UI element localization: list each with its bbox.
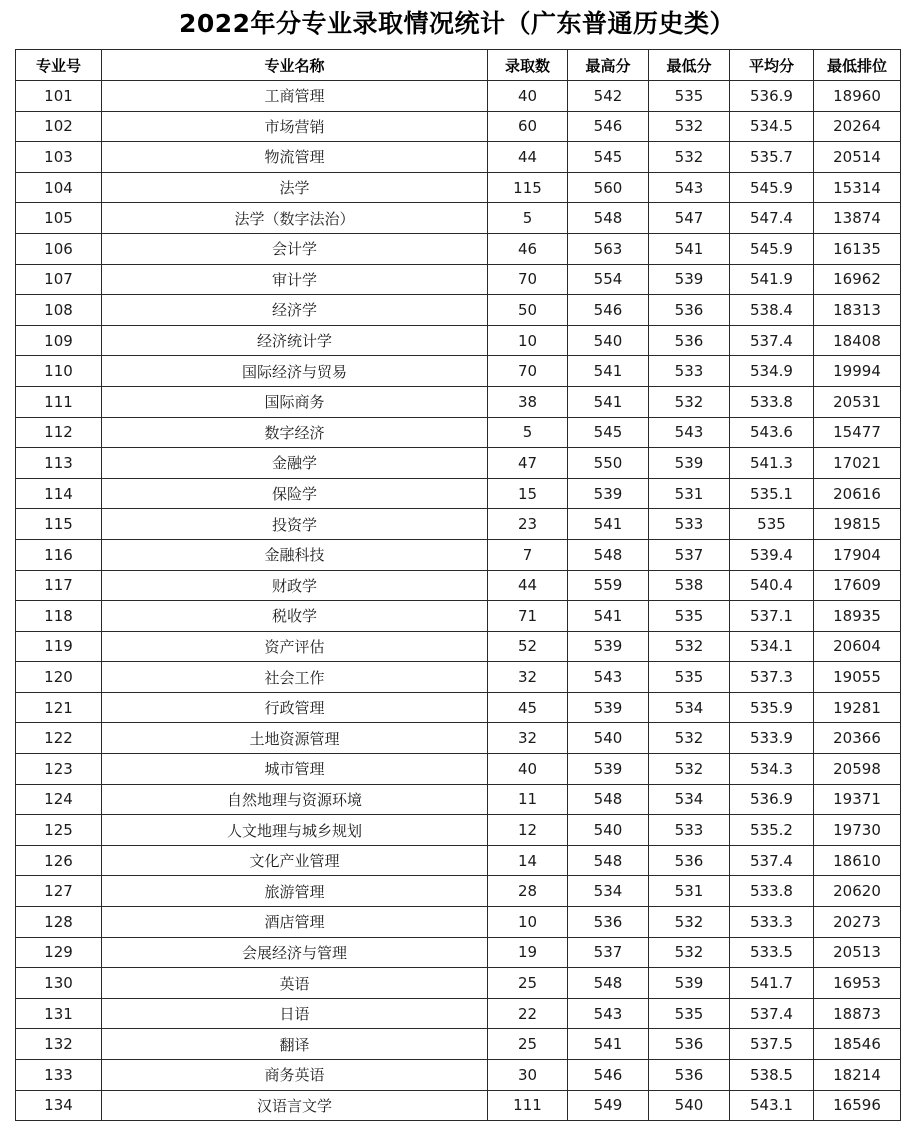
major-code-cell: 119 [16, 631, 102, 662]
major-name-cell: 英语 [102, 968, 488, 999]
min-rank-cell: 19994 [814, 356, 901, 387]
major-name-cell: 资产评估 [102, 631, 488, 662]
max-score-cell: 541 [568, 356, 649, 387]
avg-score-cell: 541.9 [730, 264, 814, 295]
avg-score-cell: 537.4 [730, 845, 814, 876]
table-row [16, 539, 901, 570]
major-name-cell: 自然地理与资源环境 [102, 784, 488, 815]
major-name-cell: 经济学 [102, 295, 488, 326]
major-name-cell: 日语 [102, 998, 488, 1029]
max-score-cell: 542 [568, 81, 649, 112]
admitted-count-cell: 30 [488, 1060, 568, 1091]
min-score-cell: 535 [649, 601, 730, 632]
admitted-count-cell: 22 [488, 998, 568, 1029]
avg-score-cell: 537.5 [730, 1029, 814, 1060]
major-name-cell: 城市管理 [102, 754, 488, 785]
table-row [16, 172, 901, 203]
table-body [16, 81, 901, 1121]
avg-score-cell: 535.9 [730, 692, 814, 723]
admitted-count-cell: 19 [488, 937, 568, 968]
min-score-cell: 540 [649, 1090, 730, 1121]
avg-score-cell: 543.1 [730, 1090, 814, 1121]
max-score-cell: 541 [568, 386, 649, 417]
min-rank-cell: 16962 [814, 264, 901, 295]
table-row [16, 815, 901, 846]
table-row [16, 631, 901, 662]
major-name-cell: 会展经济与管理 [102, 937, 488, 968]
major-code-cell: 132 [16, 1029, 102, 1060]
major-code-cell: 115 [16, 509, 102, 540]
major-code-cell: 118 [16, 601, 102, 632]
min-score-cell: 532 [649, 111, 730, 142]
min-rank-cell: 19055 [814, 662, 901, 693]
avg-score-cell: 533.8 [730, 876, 814, 907]
major-code-cell: 114 [16, 478, 102, 509]
admitted-count-cell: 5 [488, 203, 568, 234]
min-rank-cell: 18610 [814, 845, 901, 876]
major-name-cell: 财政学 [102, 570, 488, 601]
major-code-cell: 125 [16, 815, 102, 846]
min-rank-cell: 15477 [814, 417, 901, 448]
min-rank-cell: 19730 [814, 815, 901, 846]
admitted-count-cell: 115 [488, 172, 568, 203]
major-name-cell: 翻译 [102, 1029, 488, 1060]
min-rank-cell: 19281 [814, 692, 901, 723]
table-row [16, 203, 901, 234]
min-rank-cell: 20264 [814, 111, 901, 142]
admitted-count-cell: 32 [488, 723, 568, 754]
min-score-cell: 538 [649, 570, 730, 601]
major-code-cell: 108 [16, 295, 102, 326]
min-rank-cell: 19815 [814, 509, 901, 540]
min-score-cell: 532 [649, 937, 730, 968]
max-score-cell: 539 [568, 692, 649, 723]
max-score-cell: 554 [568, 264, 649, 295]
avg-score-cell: 535 [730, 509, 814, 540]
admitted-count-cell: 10 [488, 325, 568, 356]
admitted-count-cell: 7 [488, 539, 568, 570]
min-rank-cell: 18873 [814, 998, 901, 1029]
min-rank-cell: 20620 [814, 876, 901, 907]
min-score-cell: 536 [649, 1060, 730, 1091]
min-score-cell: 539 [649, 968, 730, 999]
table-header-row [16, 50, 901, 81]
min-score-cell: 531 [649, 478, 730, 509]
table-row [16, 662, 901, 693]
major-name-cell: 经济统计学 [102, 325, 488, 356]
major-name-cell: 市场营销 [102, 111, 488, 142]
admitted-count-cell: 71 [488, 601, 568, 632]
admitted-count-cell: 11 [488, 784, 568, 815]
table-row [16, 845, 901, 876]
major-name-cell: 旅游管理 [102, 876, 488, 907]
major-code-cell: 117 [16, 570, 102, 601]
avg-score-cell: 543.6 [730, 417, 814, 448]
min-score-cell: 543 [649, 172, 730, 203]
table-row [16, 142, 901, 173]
min-score-cell: 536 [649, 325, 730, 356]
table-row [16, 233, 901, 264]
min-score-cell: 531 [649, 876, 730, 907]
admission-stats-table [15, 49, 901, 1121]
major-code-cell: 110 [16, 356, 102, 387]
major-code-cell: 128 [16, 907, 102, 938]
major-name-cell: 保险学 [102, 478, 488, 509]
major-code-cell: 131 [16, 998, 102, 1029]
min-score-cell: 535 [649, 81, 730, 112]
table-row [16, 325, 901, 356]
major-code-cell: 133 [16, 1060, 102, 1091]
min-rank-cell: 15314 [814, 172, 901, 203]
avg-score-cell: 537.3 [730, 662, 814, 693]
max-score-cell: 543 [568, 662, 649, 693]
column-header-rank: 最低排位 [814, 50, 901, 81]
max-score-cell: 546 [568, 295, 649, 326]
max-score-cell: 548 [568, 845, 649, 876]
min-score-cell: 533 [649, 815, 730, 846]
max-score-cell: 541 [568, 1029, 649, 1060]
admitted-count-cell: 23 [488, 509, 568, 540]
min-score-cell: 535 [649, 662, 730, 693]
table-row [16, 386, 901, 417]
column-header-code: 专业号 [16, 50, 102, 81]
admitted-count-cell: 25 [488, 1029, 568, 1060]
avg-score-cell: 536.9 [730, 81, 814, 112]
table-row [16, 1029, 901, 1060]
avg-score-cell: 535.2 [730, 815, 814, 846]
major-name-cell: 物流管理 [102, 142, 488, 173]
page-title: 2022年分专业录取情况统计（广东普通历史类） [178, 9, 736, 38]
max-score-cell: 548 [568, 203, 649, 234]
major-code-cell: 109 [16, 325, 102, 356]
max-score-cell: 548 [568, 539, 649, 570]
admitted-count-cell: 45 [488, 692, 568, 723]
major-name-cell: 酒店管理 [102, 907, 488, 938]
admitted-count-cell: 14 [488, 845, 568, 876]
min-score-cell: 534 [649, 784, 730, 815]
min-score-cell: 532 [649, 142, 730, 173]
avg-score-cell: 538.4 [730, 295, 814, 326]
max-score-cell: 546 [568, 111, 649, 142]
major-name-cell: 投资学 [102, 509, 488, 540]
max-score-cell: 539 [568, 754, 649, 785]
avg-score-cell: 541.7 [730, 968, 814, 999]
min-score-cell: 532 [649, 386, 730, 417]
max-score-cell: 546 [568, 1060, 649, 1091]
major-name-cell: 人文地理与城乡规划 [102, 815, 488, 846]
major-code-cell: 105 [16, 203, 102, 234]
admitted-count-cell: 47 [488, 448, 568, 479]
avg-score-cell: 545.9 [730, 172, 814, 203]
max-score-cell: 548 [568, 968, 649, 999]
min-score-cell: 539 [649, 264, 730, 295]
max-score-cell: 545 [568, 417, 649, 448]
min-rank-cell: 20366 [814, 723, 901, 754]
table-row [16, 692, 901, 723]
min-rank-cell: 18960 [814, 81, 901, 112]
table-row [16, 264, 901, 295]
avg-score-cell: 539.4 [730, 539, 814, 570]
admitted-count-cell: 25 [488, 968, 568, 999]
min-score-cell: 536 [649, 295, 730, 326]
major-name-cell: 土地资源管理 [102, 723, 488, 754]
avg-score-cell: 533.8 [730, 386, 814, 417]
admitted-count-cell: 44 [488, 570, 568, 601]
major-name-cell: 行政管理 [102, 692, 488, 723]
min-rank-cell: 18935 [814, 601, 901, 632]
major-code-cell: 101 [16, 81, 102, 112]
major-name-cell: 国际商务 [102, 386, 488, 417]
avg-score-cell: 533.5 [730, 937, 814, 968]
table-row [16, 1060, 901, 1091]
admitted-count-cell: 70 [488, 356, 568, 387]
min-rank-cell: 20598 [814, 754, 901, 785]
min-score-cell: 534 [649, 692, 730, 723]
min-rank-cell: 20514 [814, 142, 901, 173]
major-name-cell: 金融科技 [102, 539, 488, 570]
min-score-cell: 541 [649, 233, 730, 264]
major-name-cell: 国际经济与贸易 [102, 356, 488, 387]
admitted-count-cell: 28 [488, 876, 568, 907]
table-row [16, 570, 901, 601]
min-score-cell: 536 [649, 1029, 730, 1060]
column-header-avg: 平均分 [730, 50, 814, 81]
admitted-count-cell: 70 [488, 264, 568, 295]
min-rank-cell: 16953 [814, 968, 901, 999]
avg-score-cell: 535.7 [730, 142, 814, 173]
table-row [16, 1090, 901, 1121]
max-score-cell: 548 [568, 784, 649, 815]
max-score-cell: 540 [568, 325, 649, 356]
avg-score-cell: 537.1 [730, 601, 814, 632]
avg-score-cell: 533.9 [730, 723, 814, 754]
column-header-min: 最低分 [649, 50, 730, 81]
major-code-cell: 113 [16, 448, 102, 479]
min-rank-cell: 18546 [814, 1029, 901, 1060]
avg-score-cell: 536.9 [730, 784, 814, 815]
table-row [16, 723, 901, 754]
major-name-cell: 社会工作 [102, 662, 488, 693]
major-name-cell: 工商管理 [102, 81, 488, 112]
min-rank-cell: 20273 [814, 907, 901, 938]
avg-score-cell: 534.3 [730, 754, 814, 785]
avg-score-cell: 534.5 [730, 111, 814, 142]
min-score-cell: 533 [649, 356, 730, 387]
min-score-cell: 539 [649, 448, 730, 479]
major-name-cell: 会计学 [102, 233, 488, 264]
max-score-cell: 539 [568, 478, 649, 509]
min-rank-cell: 13874 [814, 203, 901, 234]
max-score-cell: 537 [568, 937, 649, 968]
admitted-count-cell: 60 [488, 111, 568, 142]
table-row [16, 998, 901, 1029]
admitted-count-cell: 5 [488, 417, 568, 448]
table-row [16, 876, 901, 907]
max-score-cell: 545 [568, 142, 649, 173]
table-row [16, 111, 901, 142]
min-score-cell: 532 [649, 631, 730, 662]
column-header-max: 最高分 [568, 50, 649, 81]
table-row [16, 968, 901, 999]
major-code-cell: 127 [16, 876, 102, 907]
avg-score-cell: 545.9 [730, 233, 814, 264]
admitted-count-cell: 15 [488, 478, 568, 509]
admitted-count-cell: 12 [488, 815, 568, 846]
column-header-count: 录取数 [488, 50, 568, 81]
max-score-cell: 560 [568, 172, 649, 203]
min-score-cell: 547 [649, 203, 730, 234]
major-code-cell: 122 [16, 723, 102, 754]
major-code-cell: 111 [16, 386, 102, 417]
min-score-cell: 532 [649, 754, 730, 785]
major-name-cell: 数字经济 [102, 417, 488, 448]
major-code-cell: 120 [16, 662, 102, 693]
major-name-cell: 审计学 [102, 264, 488, 295]
min-rank-cell: 18408 [814, 325, 901, 356]
major-code-cell: 123 [16, 754, 102, 785]
major-code-cell: 104 [16, 172, 102, 203]
major-name-cell: 文化产业管理 [102, 845, 488, 876]
admitted-count-cell: 50 [488, 295, 568, 326]
min-rank-cell: 18313 [814, 295, 901, 326]
min-score-cell: 536 [649, 845, 730, 876]
table-row [16, 601, 901, 632]
admitted-count-cell: 40 [488, 754, 568, 785]
table-row [16, 81, 901, 112]
major-code-cell: 107 [16, 264, 102, 295]
table-row [16, 417, 901, 448]
admitted-count-cell: 52 [488, 631, 568, 662]
max-score-cell: 549 [568, 1090, 649, 1121]
max-score-cell: 543 [568, 998, 649, 1029]
major-code-cell: 126 [16, 845, 102, 876]
admitted-count-cell: 46 [488, 233, 568, 264]
min-score-cell: 532 [649, 723, 730, 754]
avg-score-cell: 534.1 [730, 631, 814, 662]
table-row [16, 754, 901, 785]
major-code-cell: 134 [16, 1090, 102, 1121]
major-name-cell: 法学 [102, 172, 488, 203]
major-code-cell: 106 [16, 233, 102, 264]
major-name-cell: 商务英语 [102, 1060, 488, 1091]
min-rank-cell: 20604 [814, 631, 901, 662]
table-row [16, 295, 901, 326]
min-rank-cell: 20616 [814, 478, 901, 509]
major-code-cell: 124 [16, 784, 102, 815]
min-rank-cell: 19371 [814, 784, 901, 815]
max-score-cell: 539 [568, 631, 649, 662]
admitted-count-cell: 32 [488, 662, 568, 693]
min-score-cell: 535 [649, 998, 730, 1029]
max-score-cell: 563 [568, 233, 649, 264]
avg-score-cell: 537.4 [730, 325, 814, 356]
major-code-cell: 103 [16, 142, 102, 173]
major-code-cell: 129 [16, 937, 102, 968]
avg-score-cell: 535.1 [730, 478, 814, 509]
table-row [16, 509, 901, 540]
min-rank-cell: 20513 [814, 937, 901, 968]
admitted-count-cell: 10 [488, 907, 568, 938]
major-code-cell: 102 [16, 111, 102, 142]
min-score-cell: 532 [649, 907, 730, 938]
min-rank-cell: 20531 [814, 386, 901, 417]
max-score-cell: 534 [568, 876, 649, 907]
max-score-cell: 541 [568, 509, 649, 540]
major-code-cell: 121 [16, 692, 102, 723]
max-score-cell: 559 [568, 570, 649, 601]
table-row [16, 907, 901, 938]
major-code-cell: 116 [16, 539, 102, 570]
avg-score-cell: 547.4 [730, 203, 814, 234]
avg-score-cell: 538.5 [730, 1060, 814, 1091]
table-row [16, 937, 901, 968]
table-row [16, 784, 901, 815]
table-row [16, 356, 901, 387]
min-score-cell: 533 [649, 509, 730, 540]
max-score-cell: 550 [568, 448, 649, 479]
min-score-cell: 537 [649, 539, 730, 570]
max-score-cell: 540 [568, 723, 649, 754]
column-header-name: 专业名称 [102, 50, 488, 81]
min-score-cell: 543 [649, 417, 730, 448]
table-row [16, 448, 901, 479]
admitted-count-cell: 44 [488, 142, 568, 173]
major-name-cell: 金融学 [102, 448, 488, 479]
admitted-count-cell: 40 [488, 81, 568, 112]
max-score-cell: 541 [568, 601, 649, 632]
table-row [16, 478, 901, 509]
min-rank-cell: 16596 [814, 1090, 901, 1121]
avg-score-cell: 537.4 [730, 998, 814, 1029]
major-code-cell: 112 [16, 417, 102, 448]
min-rank-cell: 16135 [814, 233, 901, 264]
major-name-cell: 法学（数字法治） [102, 203, 488, 234]
major-name-cell: 汉语言文学 [102, 1090, 488, 1121]
min-rank-cell: 17609 [814, 570, 901, 601]
major-name-cell: 税收学 [102, 601, 488, 632]
min-rank-cell: 17021 [814, 448, 901, 479]
avg-score-cell: 540.4 [730, 570, 814, 601]
max-score-cell: 540 [568, 815, 649, 846]
avg-score-cell: 533.3 [730, 907, 814, 938]
avg-score-cell: 534.9 [730, 356, 814, 387]
avg-score-cell: 541.3 [730, 448, 814, 479]
max-score-cell: 536 [568, 907, 649, 938]
min-rank-cell: 17904 [814, 539, 901, 570]
major-code-cell: 130 [16, 968, 102, 999]
admitted-count-cell: 111 [488, 1090, 568, 1121]
min-rank-cell: 18214 [814, 1060, 901, 1091]
admitted-count-cell: 38 [488, 386, 568, 417]
